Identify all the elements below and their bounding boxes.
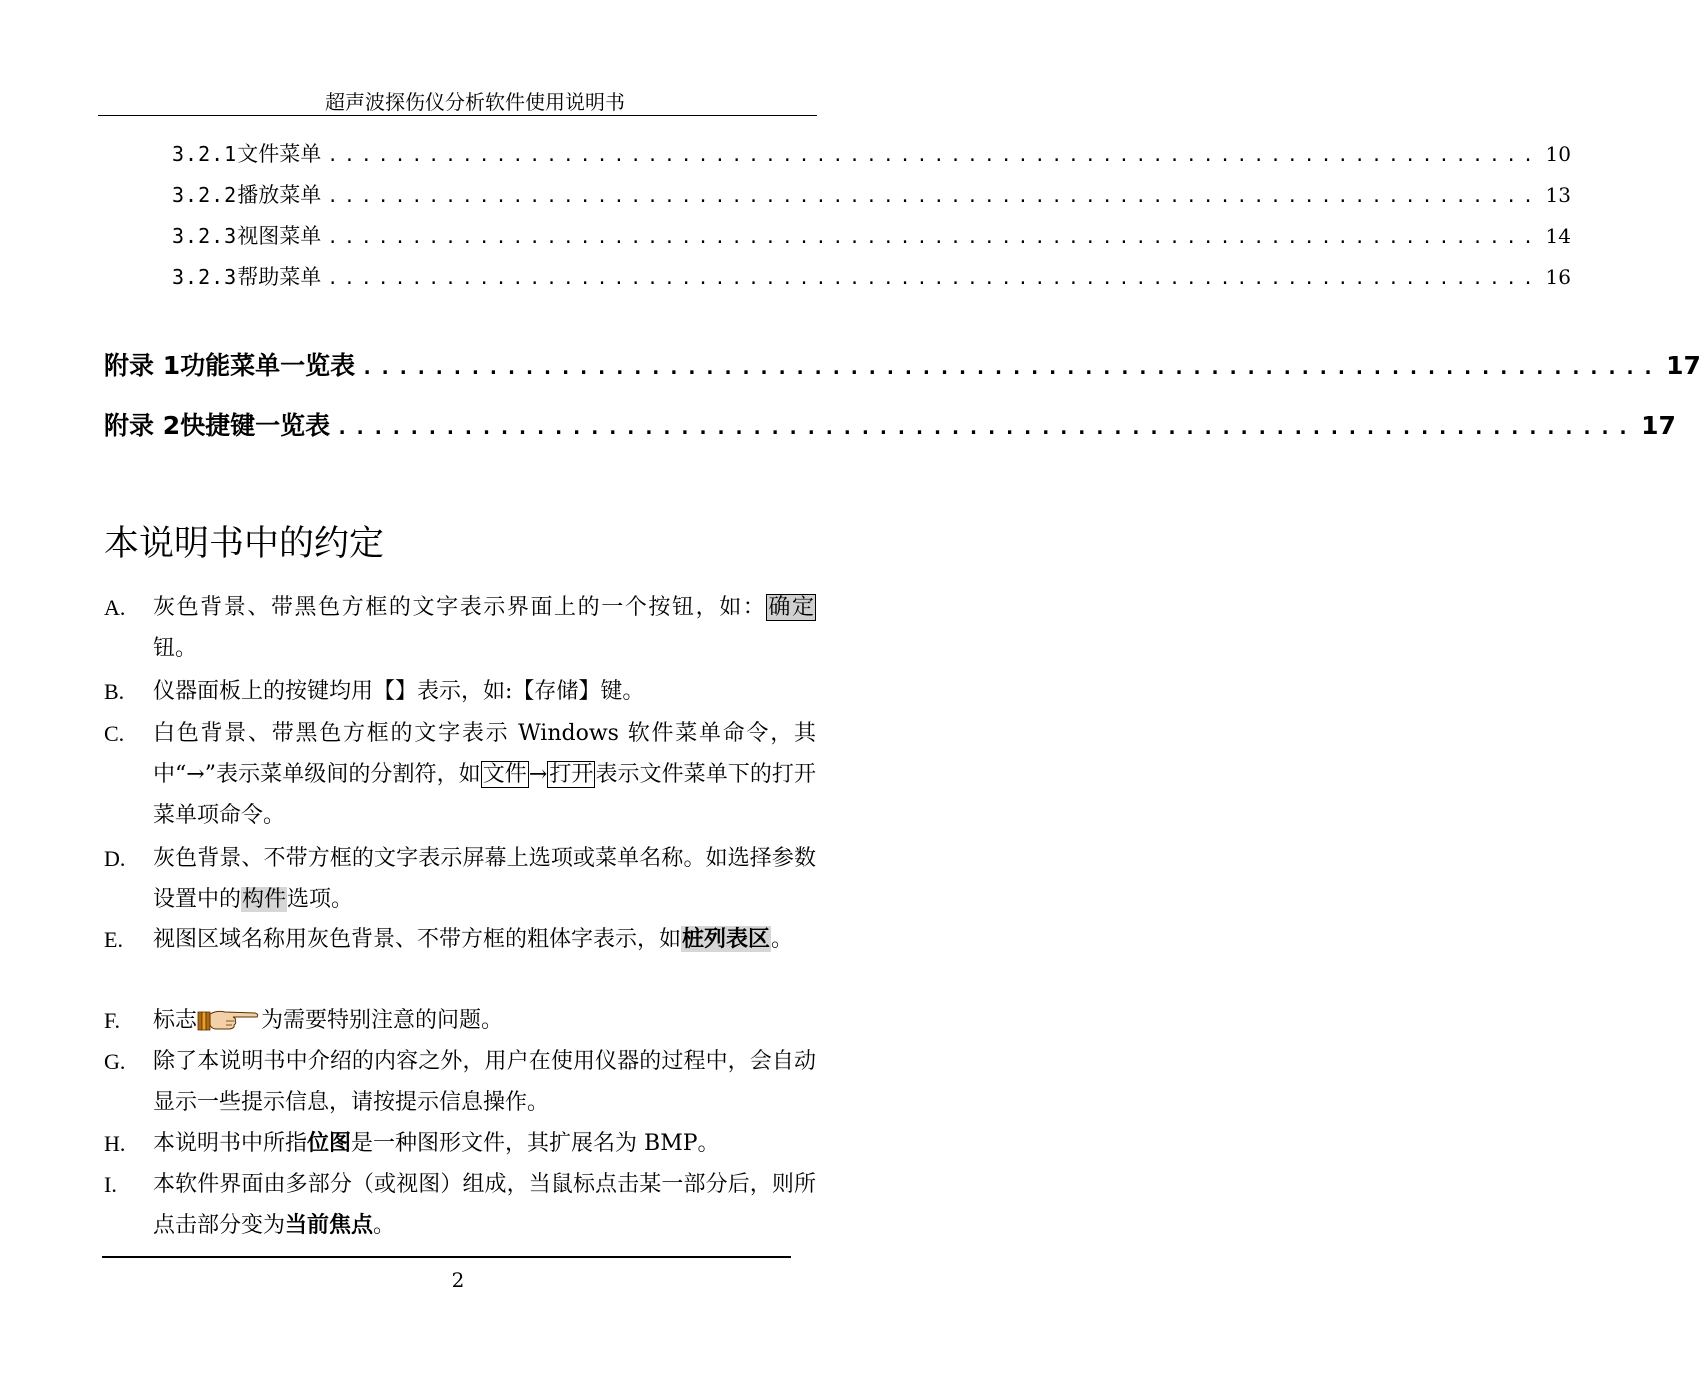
toc-leader: ........................................................................	[327, 186, 1540, 207]
toc-appendix-label: 附录 2	[104, 411, 181, 440]
item-text: 标志	[153, 1008, 198, 1033]
item-text: 是一种图形文件，其扩展名为 BMP。	[351, 1131, 720, 1156]
toc-entry[interactable]	[172, 179, 1571, 209]
item-marker: E.	[104, 927, 123, 952]
toc-entry-page: 14	[1545, 224, 1571, 248]
item-marker: B.	[104, 679, 125, 704]
toc-entry-number: 3.2.1	[172, 142, 238, 166]
toc-appendix-text: 快捷键一览表	[180, 411, 331, 440]
sample-option: 构件	[242, 887, 287, 912]
toc-appendix-entry[interactable]	[104, 346, 1701, 380]
toc-leader: ........................................................................	[327, 268, 1540, 289]
toc-entry-text: 播放菜单	[237, 183, 322, 207]
convention-item-a	[104, 587, 816, 669]
toc-entry-text: 帮助菜单	[237, 265, 322, 289]
toc-entry[interactable]	[172, 261, 1571, 291]
item-marker: F.	[104, 1008, 120, 1033]
item-text: 除了本说明书中介绍的内容之外，用户在使用仪器的过程中，会自动显示一些提示信息，请按提示信息操作。	[153, 1049, 816, 1115]
toc-leader: ........................................................................	[336, 415, 1636, 439]
item-text: 白色背景、带黑色方框的文字表示 Windows 软件菜单命令，其中“→”表示菜单级间的分割符，如	[153, 721, 816, 787]
convention-item-f	[104, 1000, 816, 1041]
toc-appendix-text: 功能菜单一览表	[180, 351, 356, 380]
toc-leader: ........................................................................	[361, 355, 1661, 379]
item-text: 表示文件菜单下的打开菜单项命令。	[153, 762, 816, 828]
toc-entry-text: 视图菜单	[237, 224, 322, 248]
item-text: 。	[771, 927, 794, 952]
sample-button: 确定	[768, 595, 814, 620]
convention-item-g	[104, 1041, 816, 1123]
convention-item-d	[104, 838, 816, 920]
item-text: 本说明书中所指	[153, 1131, 308, 1156]
section-title: 本说明书中的约定	[104, 524, 385, 564]
item-text: 钮。	[153, 636, 198, 661]
item-text: 视图区域名称用灰色背景、不带方框的粗体字表示，如	[153, 927, 682, 952]
toc-appendix-page: 17	[1666, 351, 1701, 380]
pointing-hand-icon	[197, 1007, 261, 1033]
toc-entry-page: 16	[1545, 265, 1571, 289]
toc-appendix-page: 17	[1641, 411, 1676, 440]
item-text: 。	[373, 1213, 396, 1238]
item-marker: H.	[104, 1131, 126, 1156]
item-marker: D.	[104, 846, 126, 871]
menu-separator-arrow: →	[528, 762, 548, 787]
page-number: 2	[451, 1268, 465, 1292]
toc-entry-page: 10	[1545, 142, 1571, 166]
sample-menu-command: 打开	[549, 762, 594, 787]
toc-entry-number: 3.2.3	[172, 265, 238, 289]
header-rule	[98, 115, 817, 116]
item-text: 本软件界面由多部分（或视图）组成，当鼠标点击某一部分后，则所点击部分变为	[153, 1172, 816, 1238]
convention-item-c	[104, 713, 816, 836]
convention-item-h	[104, 1123, 816, 1164]
convention-item-e	[104, 919, 816, 960]
toc-entry-text: 文件菜单	[237, 142, 322, 166]
item-marker: A.	[104, 595, 126, 620]
toc-entry[interactable]	[172, 220, 1571, 250]
toc-entry-number: 3.2.2	[172, 183, 238, 207]
toc-leader: ........................................................................	[327, 227, 1540, 248]
toc-appendix-label: 附录 1	[104, 351, 181, 380]
sample-menu-command: 文件	[482, 762, 527, 787]
item-text: 灰色背景、带黑色方框的文字表示界面上的一个按钮，如：	[153, 595, 767, 620]
running-header: 超声波探伤仪分析软件使用说明书	[325, 90, 625, 114]
footer-rule	[102, 1256, 791, 1258]
convention-item-i	[104, 1164, 816, 1246]
item-marker: C.	[104, 721, 125, 746]
item-marker: G.	[104, 1049, 126, 1074]
convention-item-b	[104, 671, 816, 712]
item-text: 为需要特别注意的问题。	[261, 1008, 504, 1033]
item-text: 选项。	[287, 887, 354, 912]
item-text: 仪器面板上的按键均用【】表示，如:【存储】键。	[153, 679, 645, 704]
emphasis-text: 当前焦点	[285, 1212, 374, 1238]
toc-entry-number: 3.2.3	[172, 224, 238, 248]
toc-leader: ........................................................................	[327, 145, 1540, 166]
toc-appendix-entry[interactable]	[104, 406, 1676, 440]
toc-entry[interactable]	[172, 138, 1571, 168]
emphasis-text: 位图	[307, 1130, 352, 1156]
sample-view-area: 桩列表区	[682, 926, 771, 952]
item-text: 灰色背景、不带方框的文字表示屏幕上选项或菜单名称。如选择参数设置中的	[153, 846, 816, 912]
toc-entry-page: 13	[1545, 183, 1571, 207]
item-marker: I.	[104, 1172, 117, 1197]
